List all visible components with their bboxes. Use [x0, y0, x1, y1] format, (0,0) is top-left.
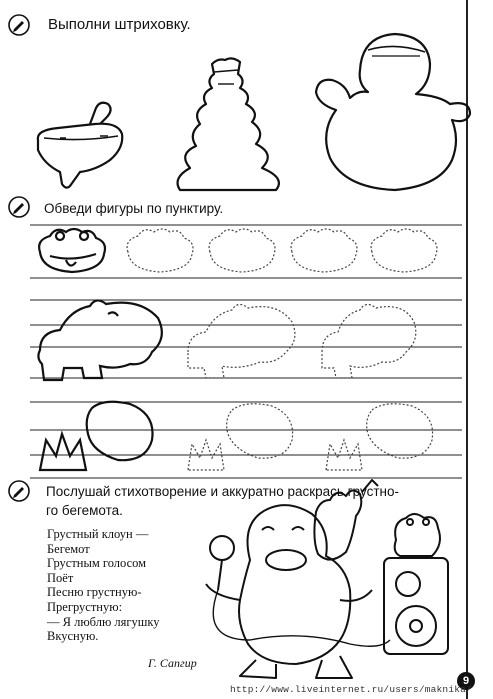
lily-solid	[40, 402, 153, 470]
pencil-icon	[8, 480, 30, 502]
pencil-icon	[8, 14, 30, 36]
page-number: 9	[457, 672, 475, 690]
hippo-clown-illustration	[206, 480, 448, 678]
task1-title: Выполни штриховку.	[48, 16, 191, 33]
pyramid-toy-shape	[178, 58, 279, 190]
lily-dotted	[188, 404, 433, 470]
poem-author: Г. Сапгир	[148, 656, 197, 670]
poem-line: Поёт	[47, 570, 74, 585]
task3-title-line1: Послушай стихотворение и аккуратно раскрась грустно-	[46, 484, 399, 499]
source-url: http://www.liveinternet.ru/users/maknika/	[230, 684, 472, 695]
writing-lines	[30, 225, 462, 478]
poem-line: Грустный клоун —	[47, 527, 149, 541]
poem-line: — Я люблю лягушку	[47, 614, 160, 629]
poem	[47, 527, 160, 644]
spinning-top-shape	[38, 103, 122, 188]
hippo-dotted	[188, 304, 416, 378]
task2-title: Обведи фигуры по пунктиру.	[44, 201, 224, 216]
poem-line: Песню грустную-	[47, 585, 142, 600]
frog-head-dotted	[127, 229, 437, 272]
poem-line: Вкусную.	[47, 629, 99, 644]
hippo-solid	[38, 300, 161, 380]
poem-line: Бегемот	[47, 541, 90, 556]
snowman-shape	[316, 34, 470, 190]
poem-line: Прегрустную:	[47, 599, 123, 614]
pencil-icon	[8, 196, 30, 218]
task3-title-line2: го бегемота.	[46, 503, 123, 518]
poem-line: Грустным голосом	[47, 556, 147, 571]
frog-head-solid	[39, 229, 105, 272]
